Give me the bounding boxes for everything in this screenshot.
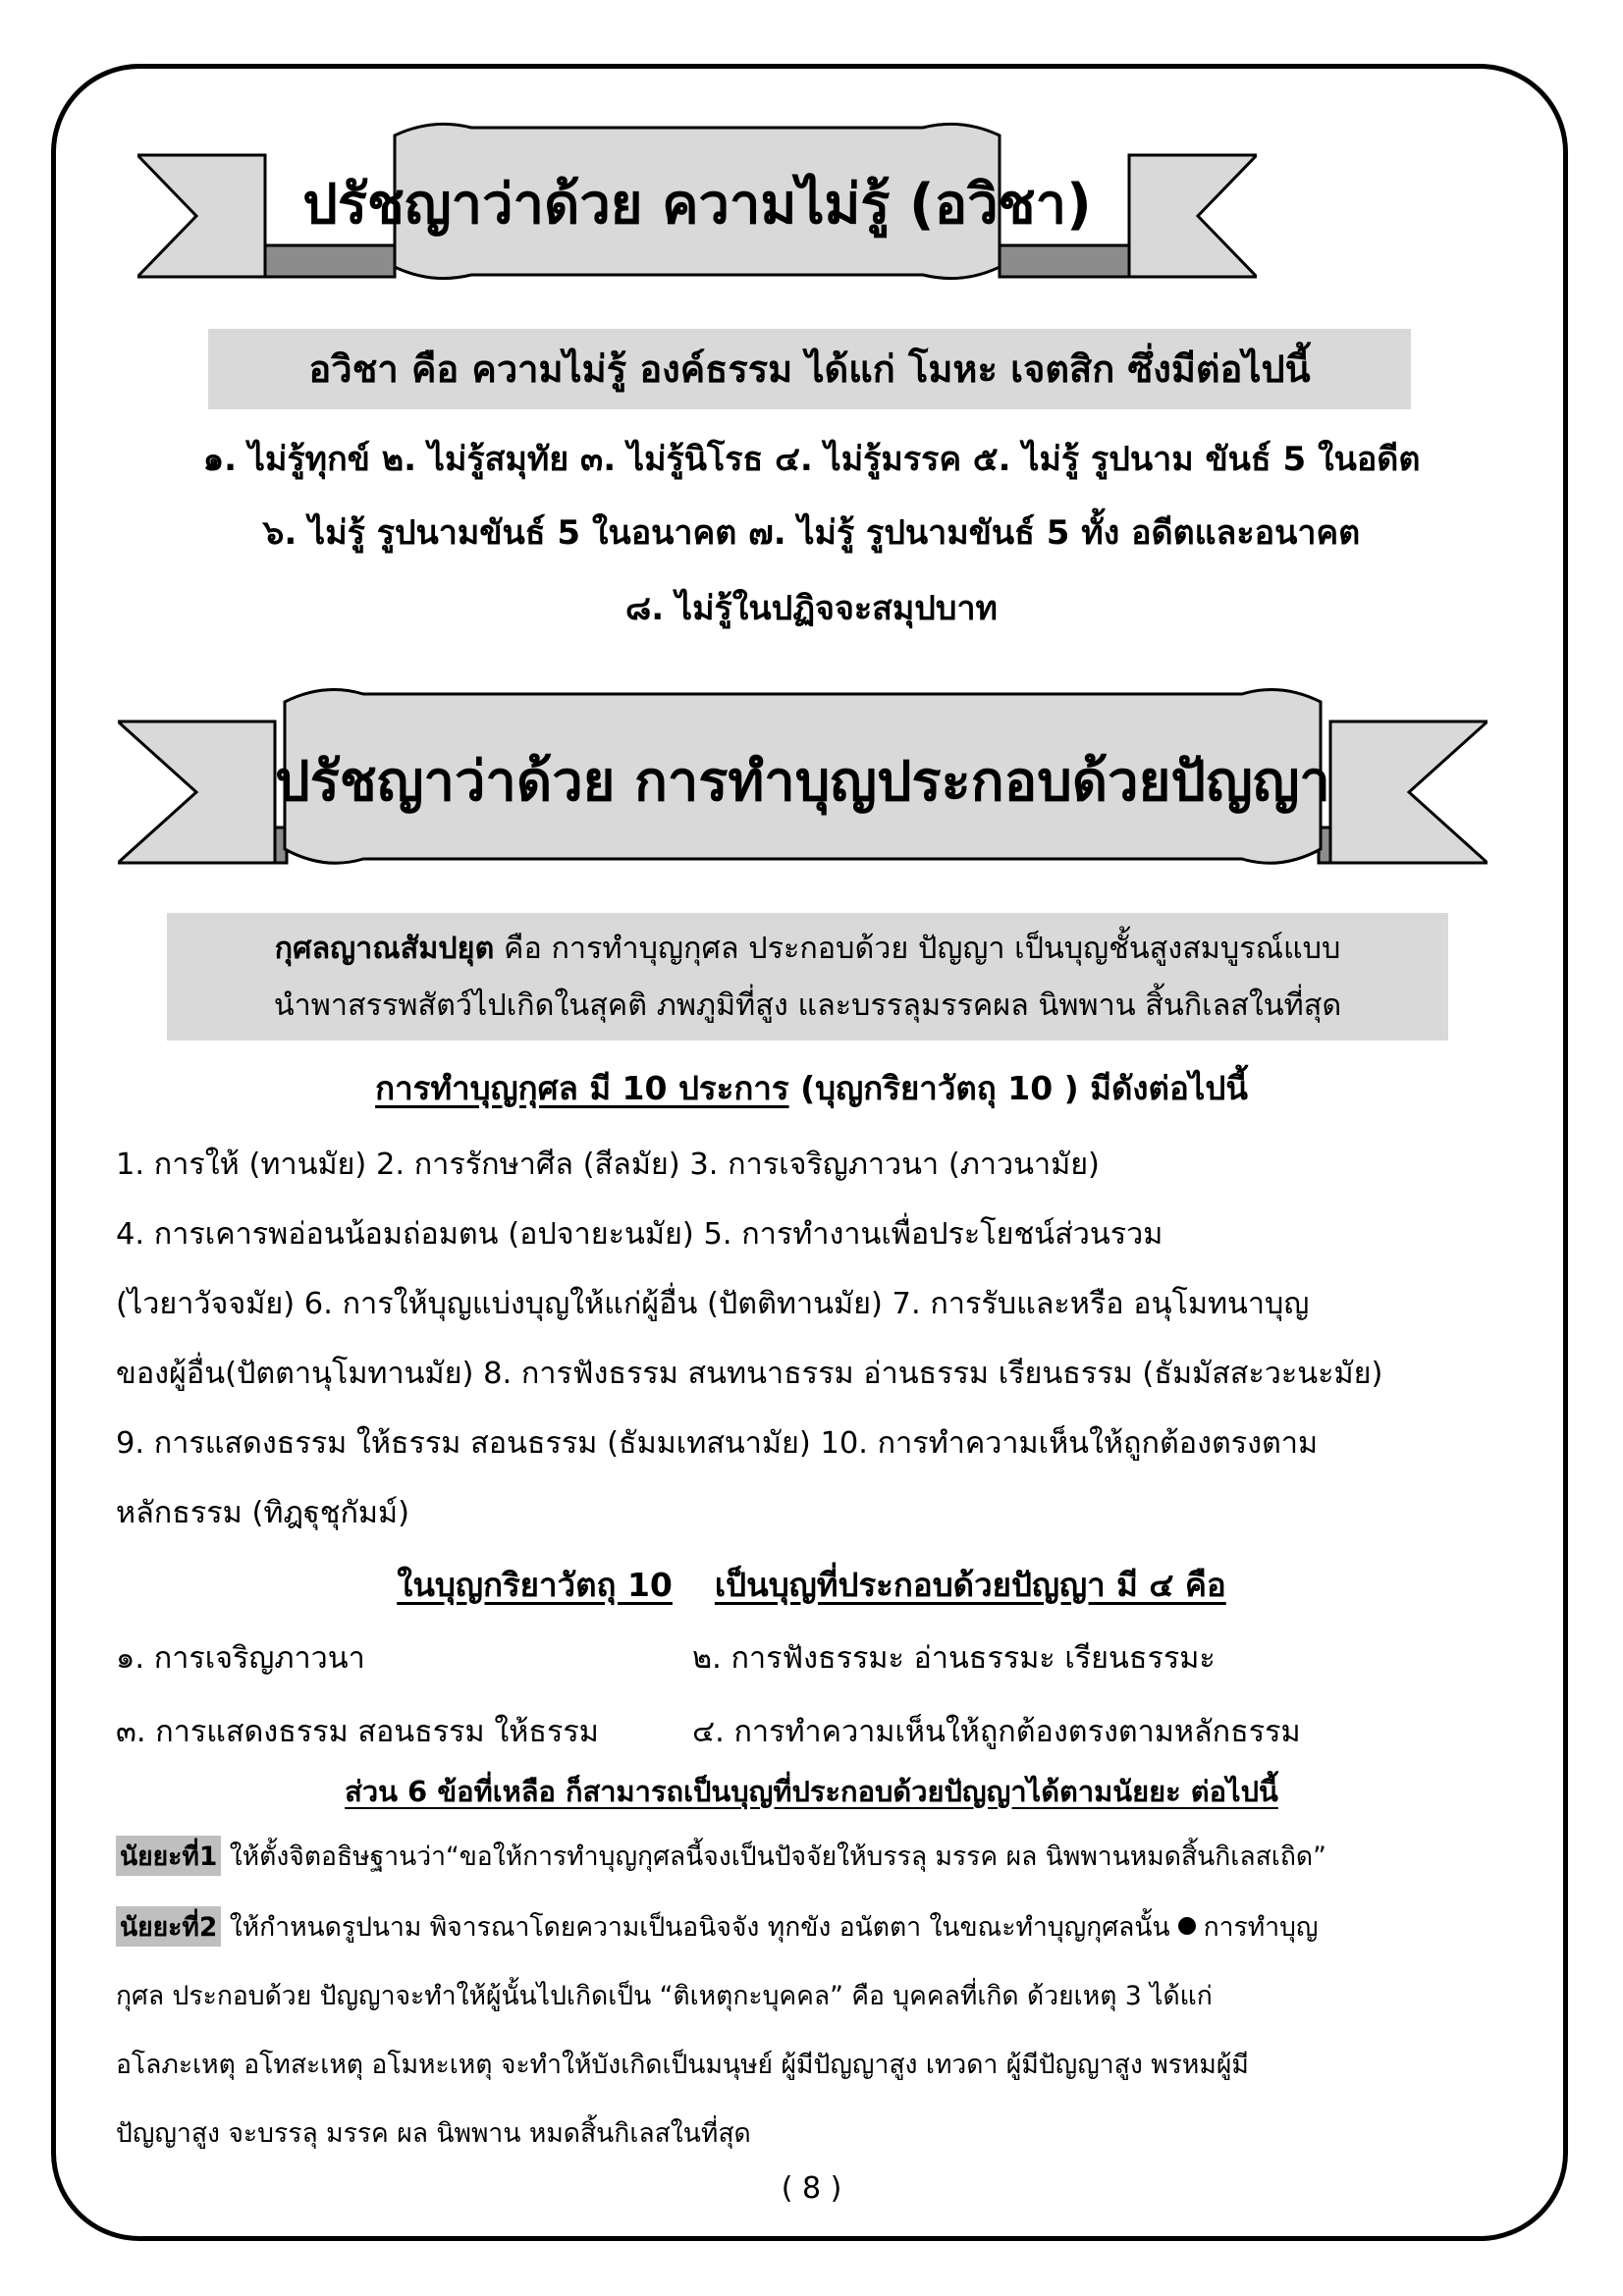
- definition-text-1: คือ การทำบุญกุศล ประกอบด้วย ปัญญา เป็นบุญชั้นสูงสมบูรณ์แบบ: [494, 932, 1341, 966]
- page-number: ( 8 ): [781, 2171, 842, 2206]
- title-banner-2: [118, 682, 1488, 888]
- note-2-line-4: ปัญญาสูง จะบรรลุ มรรค ผล นิพพาน หมดสิ้นกิเลสในที่สุด: [116, 2118, 751, 2149]
- section-2-title: ปรัชญาว่าด้วย การทำบุญประกอบด้วยปัญญา: [275, 749, 1330, 814]
- merit-list-line-5: 9. การแสดงธรรม ให้ธรรม สอนธรรม (ธัมมเทสนามัย) 10. การทำความเห็นให้ถูกต้องตรงตาม: [116, 1426, 1319, 1461]
- wisdom-heading-b: เป็นบุญที่ประกอบด้วยปัญญา มี ๔ คือ: [714, 1566, 1226, 1604]
- definition-line-2: นำพาสรรพสัตว์ไปเกิดในสุคติ ภพภูมิที่สูง และบรรลุมรรคผล นิพพาน สิ้นกิเลสในที่สุด: [273, 988, 1342, 1023]
- section-2-definition: [167, 913, 1448, 1041]
- note-2-tail: การทำบุญ: [1203, 1912, 1319, 1943]
- bullet-icon: [1178, 1917, 1196, 1935]
- section-1-definition: อวิชา คือ ความไม่รู้ องค์ธรรม ได้แก่ โมหะ เจตสิก ซึ่งมีต่อไปนี้: [208, 329, 1411, 409]
- merit-list-line-3: (ไวยาวัจจมัย) 6. การให้บุญแบ่งบุญให้แก่ผู้อื่น (ปัตติทานมัย) 7. การรับและหรือ อนุโมทนาบุญ: [116, 1287, 1310, 1321]
- merit-list-line-6: หลักธรรม (ทิฎฐุชุกัมม์): [116, 1496, 410, 1530]
- section-1-items-line-3: ๘. ไม่รู้ในปฏิจจะสมุปบาท: [625, 589, 998, 628]
- note-1-tag: นัยยะที่1: [116, 1836, 221, 1876]
- note-2-text: ให้กำหนดรูปนาม พิจารณาโดยความเป็นอนิจจัง ทุกขัง อนัตตา ในขณะทำบุญกุศลนั้น: [221, 1912, 1170, 1943]
- merit-list-line-2: 4. การเคารพอ่อนน้อมถ่อมตน (อปจายะนมัย) 5. การทำงานเพื่อประโยชน์ส่วนรวม: [116, 1217, 1163, 1252]
- wisdom-item-2: ๒. การฟังธรรมะ อ่านธรรมะ เรียนธรรมะ: [692, 1641, 1216, 1676]
- wisdom-heading-a: ในบุญกริยาวัตถุ 10: [397, 1566, 673, 1604]
- remaining-heading: ส่วน 6 ข้อที่เหลือ ก็สามารถเป็นบุญที่ประกอบด้วยปัญญาได้ตามนัยยะ ต่อไปนี้: [345, 1775, 1278, 1808]
- note-1-text: ให้ตั้งจิตอธิษฐานว่า“ขอให้การทำบุญกุศลนี้จงเป็นปัจจัยให้บรรลุ มรรค ผล นิพพานหมดสิ้นกิเลสเถิด”: [221, 1842, 1326, 1872]
- wisdom-item-1: ๑. การเจริญภาวนา: [116, 1641, 365, 1676]
- definition-term: กุศลญาณสัมปยุต: [274, 932, 495, 966]
- note-2-line-3: อโลภะเหตุ อโทสะเหตุ อโมหะเหตุ จะทำให้บังเกิดเป็นมนุษย์ ผู้มีปัญญาสูง เทวดา ผู้มีปัญญาสูง พรหมผู้มี: [116, 2050, 1249, 2080]
- merit-list-line-1: 1. การให้ (ทานมัย) 2. การรักษาศีล (สีลมัย) 3. การเจริญภาวนา (ภาวนามัย): [116, 1148, 1100, 1182]
- merit-list-line-4: ของผู้อื่น(ปัตตานุโมทานมัย) 8. การฟังธรรม สนทนาธรรม อ่านธรรม เรียนธรรม (ธัมมัสสะวะนะมัย): [116, 1357, 1383, 1391]
- note-2-line-2: กุศล ประกอบด้วย ปัญญาจะทำให้ผู้นั้นไปเกิดเป็น “ติเหตุกะบุคคล” คือ บุคคลที่เกิด ด้วยเหตุ 3 ได้แก่: [116, 1981, 1213, 2011]
- wisdom-item-4: ๔. การทำความเห็นให้ถูกต้องตรงตามหลักธรรม: [692, 1715, 1301, 1749]
- section-1-title: ปรัชญาว่าด้วย ความไม่รู้ (อวิชา): [302, 173, 1092, 237]
- merit-list-heading: [59, 1062, 1564, 1114]
- merit-list-heading-rest: (บุญกริยาวัตถุ 10 ) มีดังต่อไปนี้: [788, 1069, 1248, 1107]
- wisdom-heading: [59, 1559, 1564, 1611]
- section-1-items-line-2: ๖. ไม่รู้ รูปนามขันธ์ 5 ในอนาคต ๗. ไม่รู้ รูปนามขันธ์ 5 ทั้ง อดีตและอนาคต: [262, 513, 1361, 553]
- note-2: [116, 1906, 1319, 1948]
- section-1-items-line-1: ๑. ไม่รู้ทุกข์ ๒. ไม่รู้สมุทัย ๓. ไม่รู้นิโรธ ๔. ไม่รู้มรรค ๕. ไม่รู้ รูปนาม ขันธ์ 5 ในอดีต: [202, 440, 1421, 479]
- wisdom-item-3: ๓. การแสดงธรรม สอนธรรม ให้ธรรม: [116, 1715, 599, 1749]
- note-1: [116, 1836, 1326, 1877]
- merit-list-heading-underlined: การทำบุญกุศล มี 10 ประการ: [375, 1069, 789, 1107]
- title-banner-1: [137, 118, 1257, 294]
- note-2-tag: นัยยะที่2: [116, 1906, 221, 1947]
- definition-line-1: [167, 921, 1448, 978]
